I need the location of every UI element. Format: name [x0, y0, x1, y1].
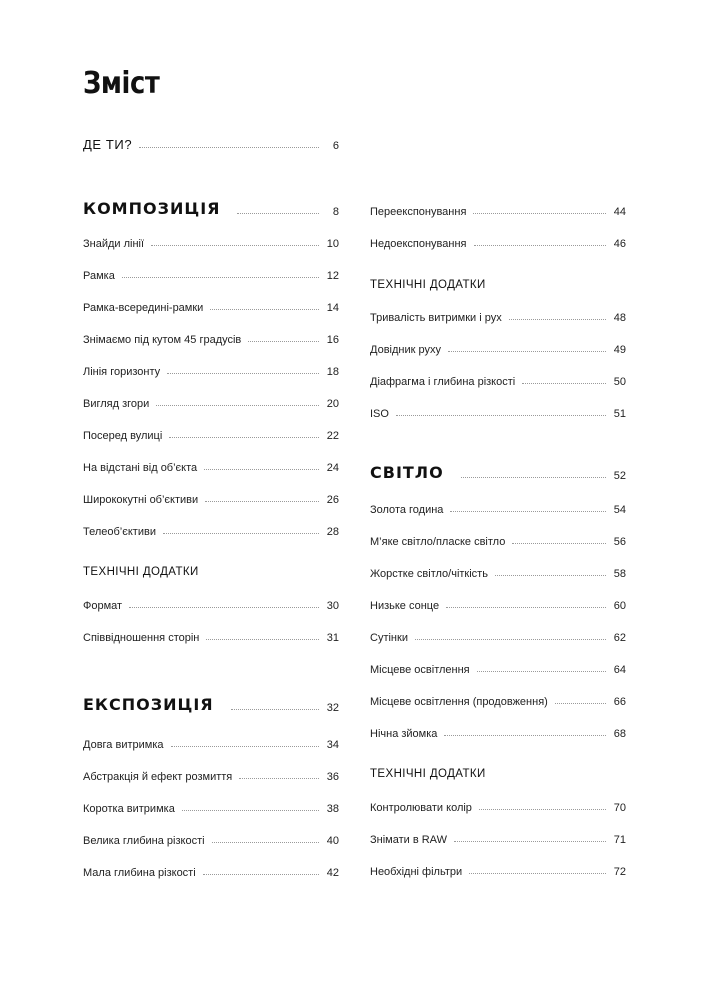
- section-heading: КОМПОЗИЦІЯ: [83, 199, 221, 218]
- toc-entry-label: ДЕ ТИ?: [83, 137, 133, 152]
- toc-entry-page: 10: [326, 238, 339, 250]
- tech-appendix-heading: ТЕХНІЧНІ ДОДАТКИ: [83, 566, 199, 578]
- toc-entry-label: Знайди лінії: [83, 238, 145, 250]
- dot-leader: [163, 533, 319, 534]
- dot-leader: [212, 842, 319, 843]
- dot-leader: [450, 511, 606, 512]
- toc-entry-page: 60: [613, 600, 626, 612]
- toc-entry-page: 12: [326, 270, 339, 282]
- toc-entry-label: Жорстке світло/чіткість: [370, 568, 488, 580]
- toc-entry-label: ISO: [370, 408, 389, 420]
- toc-entry-label: Золота година: [370, 504, 444, 516]
- toc-entry[interactable]: [83, 422, 339, 442]
- toc-entry-page: 24: [326, 462, 339, 474]
- toc-entry-page: 38: [326, 803, 339, 815]
- dot-leader: [237, 213, 319, 214]
- toc-entry-page: 34: [326, 739, 339, 751]
- dot-leader: [210, 309, 319, 310]
- toc-entry[interactable]: [370, 656, 626, 676]
- dot-leader: [248, 341, 319, 342]
- dot-leader: [448, 351, 606, 352]
- toc-entry-label: Мала глибина різкості: [83, 867, 196, 879]
- toc-entry-label: Місцеве освітлення: [370, 664, 470, 676]
- toc-entry[interactable]: [370, 794, 626, 814]
- toc-entry[interactable]: [370, 858, 626, 878]
- toc-entry[interactable]: [370, 624, 626, 644]
- toc-entry[interactable]: [83, 859, 339, 879]
- toc-entry-page: 71: [613, 834, 626, 846]
- toc-section-composition[interactable]: [83, 198, 339, 218]
- dot-leader: [171, 746, 319, 747]
- tech-appendix-heading: ТЕХНІЧНІ ДОДАТКИ: [370, 279, 486, 291]
- toc-entry-label: Посеред вулиці: [83, 430, 163, 442]
- toc-entry[interactable]: [83, 763, 339, 783]
- toc-entry[interactable]: [370, 230, 626, 250]
- toc-entry-page: 48: [613, 312, 626, 324]
- toc-entry-page: 36: [326, 771, 339, 783]
- toc-entry-label: Лінія горизонту: [83, 366, 161, 378]
- toc-entry-page: 49: [613, 344, 626, 356]
- toc-entry-page: 70: [613, 802, 626, 814]
- dot-leader: [444, 735, 606, 736]
- toc-entry-page: 31: [326, 632, 339, 644]
- dot-leader: [204, 469, 319, 470]
- toc-entry-page: 52: [613, 470, 626, 482]
- toc-entry[interactable]: [83, 294, 339, 314]
- toc-entry-page: 30: [326, 600, 339, 612]
- toc-entry-page: 68: [613, 728, 626, 740]
- section-heading: ЕКСПОЗИЦІЯ: [83, 695, 214, 714]
- dot-leader: [522, 383, 606, 384]
- toc-entry-label: Велика глибина різкості: [83, 835, 205, 847]
- dot-leader: [139, 147, 319, 148]
- dot-leader: [206, 639, 319, 640]
- dot-leader: [477, 671, 606, 672]
- toc-entry[interactable]: [370, 198, 626, 218]
- toc-entry-where[interactable]: [83, 132, 339, 152]
- dot-leader: [231, 709, 319, 710]
- toc-entry-page: 20: [326, 398, 339, 410]
- dot-leader: [156, 405, 319, 406]
- toc-entry-page: 51: [613, 408, 626, 420]
- toc-entry-label: Абстракція й ефект розмиття: [83, 771, 233, 783]
- toc-entry-page: 14: [326, 302, 339, 314]
- toc-entry-page: 56: [613, 536, 626, 548]
- toc-entry[interactable]: [370, 368, 626, 388]
- toc-entry-page: 26: [326, 494, 339, 506]
- toc-entry[interactable]: [83, 390, 339, 410]
- toc-entry-page: 6: [332, 140, 339, 152]
- toc-entry-label: Вигляд згори: [83, 398, 150, 410]
- toc-entry-page: 62: [613, 632, 626, 644]
- page-title: Зміст: [83, 66, 160, 101]
- dot-leader: [495, 575, 606, 576]
- toc-entry-label: Діафрагма і глибина різкості: [370, 376, 516, 388]
- dot-leader: [167, 373, 319, 374]
- dot-leader: [461, 477, 606, 478]
- dot-leader: [469, 873, 606, 874]
- toc-entry-page: 22: [326, 430, 339, 442]
- toc-entry-page: 54: [613, 504, 626, 516]
- toc-entry[interactable]: [83, 592, 339, 612]
- toc-entry-page: 16: [326, 334, 339, 346]
- toc-entry[interactable]: [83, 230, 339, 250]
- toc-entry-label: Місцеве освітлення (продовження): [370, 696, 548, 708]
- toc-entry-label: Необхідні фільтри: [370, 866, 463, 878]
- toc-entry[interactable]: [83, 827, 339, 847]
- toc-entry-label: Недоекспонування: [370, 238, 467, 250]
- toc-entry-label: Коротка витримка: [83, 803, 175, 815]
- toc-entry[interactable]: [83, 518, 339, 538]
- toc-entry-label: Знімати в RAW: [370, 834, 447, 846]
- tech-appendix-heading: ТЕХНІЧНІ ДОДАТКИ: [370, 768, 486, 780]
- toc-entry[interactable]: [83, 262, 339, 282]
- toc-entry[interactable]: [370, 826, 626, 846]
- toc-entry-label: Низьке сонце: [370, 600, 440, 612]
- toc-entry[interactable]: [83, 795, 339, 815]
- toc-entry[interactable]: [370, 592, 626, 612]
- toc-entry-label: Рамка: [83, 270, 115, 282]
- dot-leader: [205, 501, 319, 502]
- toc-entry-label: М’яке світло/пласке світло: [370, 536, 506, 548]
- section-heading: СВІТЛО: [370, 463, 444, 482]
- dot-leader: [454, 841, 606, 842]
- toc-entry-page: 46: [613, 238, 626, 250]
- toc-entry[interactable]: [83, 358, 339, 378]
- toc-entry-page: 8: [332, 206, 339, 218]
- toc-entry[interactable]: [370, 336, 626, 356]
- toc-entry-page: 58: [613, 568, 626, 580]
- toc-entry-label: Телеоб’єктиви: [83, 526, 156, 538]
- dot-leader: [474, 245, 606, 246]
- toc-entry-label: Нічна зйомка: [370, 728, 438, 740]
- toc-entry[interactable]: [83, 624, 339, 644]
- toc-section-light[interactable]: [370, 462, 626, 482]
- dot-leader: [473, 213, 606, 214]
- dot-leader: [129, 607, 319, 608]
- toc-entry-label: Переекспонування: [370, 206, 467, 218]
- dot-leader: [151, 245, 319, 246]
- toc-entry[interactable]: [83, 486, 339, 506]
- toc-entry-label: Рамка-всередині-рамки: [83, 302, 204, 314]
- dot-leader: [512, 543, 606, 544]
- dot-leader: [509, 319, 606, 320]
- toc-entry[interactable]: [370, 400, 626, 420]
- toc-entry-label: Тривалість витримки і рух: [370, 312, 502, 324]
- toc-entry[interactable]: [370, 304, 626, 324]
- dot-leader: [239, 778, 319, 779]
- toc-entry-label: Ширококутні об’єктиви: [83, 494, 199, 506]
- toc-entry-page: 64: [613, 664, 626, 676]
- toc-entry-page: 50: [613, 376, 626, 388]
- dot-leader: [415, 639, 606, 640]
- dot-leader: [182, 810, 319, 811]
- toc-entry-label: Сутінки: [370, 632, 408, 644]
- toc-entry-label: Знімаємо під кутом 45 градусів: [83, 334, 242, 346]
- dot-leader: [169, 437, 319, 438]
- toc-entry[interactable]: [83, 326, 339, 346]
- toc-entry-label: Формат: [83, 600, 123, 612]
- dot-leader: [396, 415, 606, 416]
- toc-entry-page: 28: [326, 526, 339, 538]
- toc-entry-label: Довга витримка: [83, 739, 164, 751]
- toc-entry[interactable]: [83, 731, 339, 751]
- dot-leader: [479, 809, 606, 810]
- toc-entry-page: 18: [326, 366, 339, 378]
- toc-entry-page: 66: [613, 696, 626, 708]
- toc-entry-label: Довідник руху: [370, 344, 441, 356]
- toc-entry[interactable]: [370, 688, 626, 708]
- toc-entry-page: 40: [326, 835, 339, 847]
- dot-leader: [203, 874, 319, 875]
- dot-leader: [122, 277, 319, 278]
- toc-entry-page: 32: [326, 702, 339, 714]
- toc-entry-page: 44: [613, 206, 626, 218]
- toc-entry[interactable]: [370, 720, 626, 740]
- toc-entry-label: Контролювати колір: [370, 802, 472, 814]
- toc-entry-label: На відстані від об’єкта: [83, 462, 198, 474]
- toc-entry[interactable]: [370, 496, 626, 516]
- dot-leader: [446, 607, 606, 608]
- toc-entry-label: Співвідношення сторін: [83, 632, 200, 644]
- toc-entry-page: 42: [326, 867, 339, 879]
- dot-leader: [555, 703, 606, 704]
- toc-entry-page: 72: [613, 866, 626, 878]
- toc-entry[interactable]: [83, 454, 339, 474]
- toc-entry[interactable]: [370, 560, 626, 580]
- toc-entry[interactable]: [370, 528, 626, 548]
- toc-section-exposure[interactable]: [83, 694, 339, 714]
